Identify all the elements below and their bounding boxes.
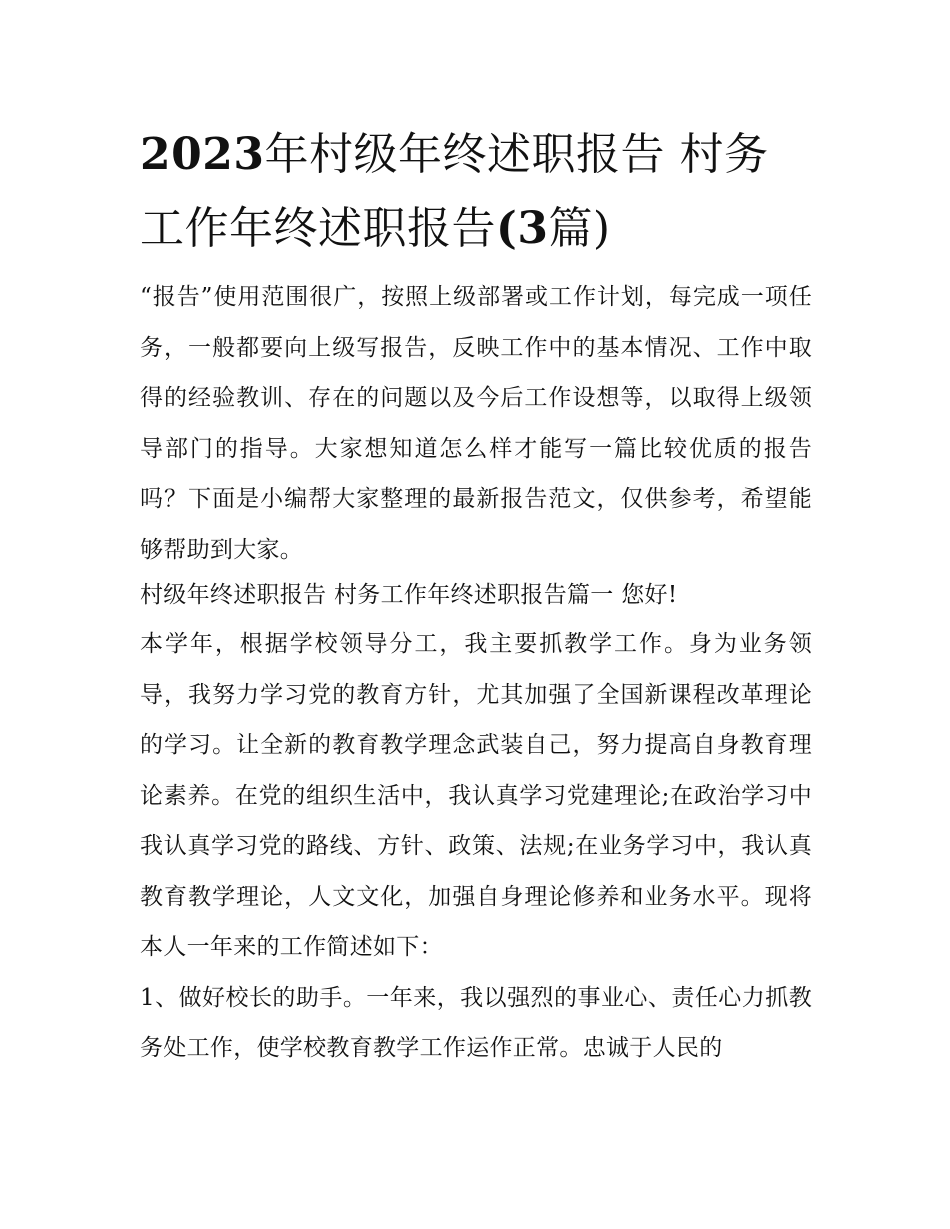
section-heading: 村级年终述职报告 村务工作年终述职报告篇一 您好! <box>140 582 678 608</box>
title-main: 年村级年终述职报告 村务工作年终述职报告 <box>140 129 769 254</box>
body-paragraph: 本学年，根据学校领导分工，我主要抓教学工作。身为业务领导，我努力学习党的教育方针，尤其加强了全国新课程改革理论的学习。让全新的教育教学理念武装自己，努力提高自身教育理论素养。在党的组织生活中，我认真学习党建理论;在政治学习中我认真学习党的路线、方针、政策、法规;在业务学习中，我认真教育教学理论，人文文化，加强自身理论修养和业务水平。现将本人一年来的工作简述如下： <box>140 631 812 960</box>
title-count: (3 <box>496 203 549 254</box>
title-year: 2023 <box>140 129 265 180</box>
list-item-paragraph: 1、做好校长的助手。一年来，我以强烈的事业心、责任心力抓教务处工作，使学校教育教学工作运作正常。忠诚于人民的 <box>140 984 812 1061</box>
intro-paragraph: “报告”使用范围很广，按照上级部署或工作计划，每完成一项任务，一般都要向上级写报告，反映工作中的基本情况、工作中取得的经验教训、存在的问题以及今后工作设想等，以取得上级领导部门的指导。大家想知道怎么样才能写一篇比较优质的报告吗？下面是小编帮大家整理的最新报告范文，仅供参考，希望能够帮助到大家。 <box>140 284 812 563</box>
document-title <box>140 118 812 266</box>
title-end: 篇) <box>548 203 611 254</box>
document-page <box>140 118 812 1074</box>
